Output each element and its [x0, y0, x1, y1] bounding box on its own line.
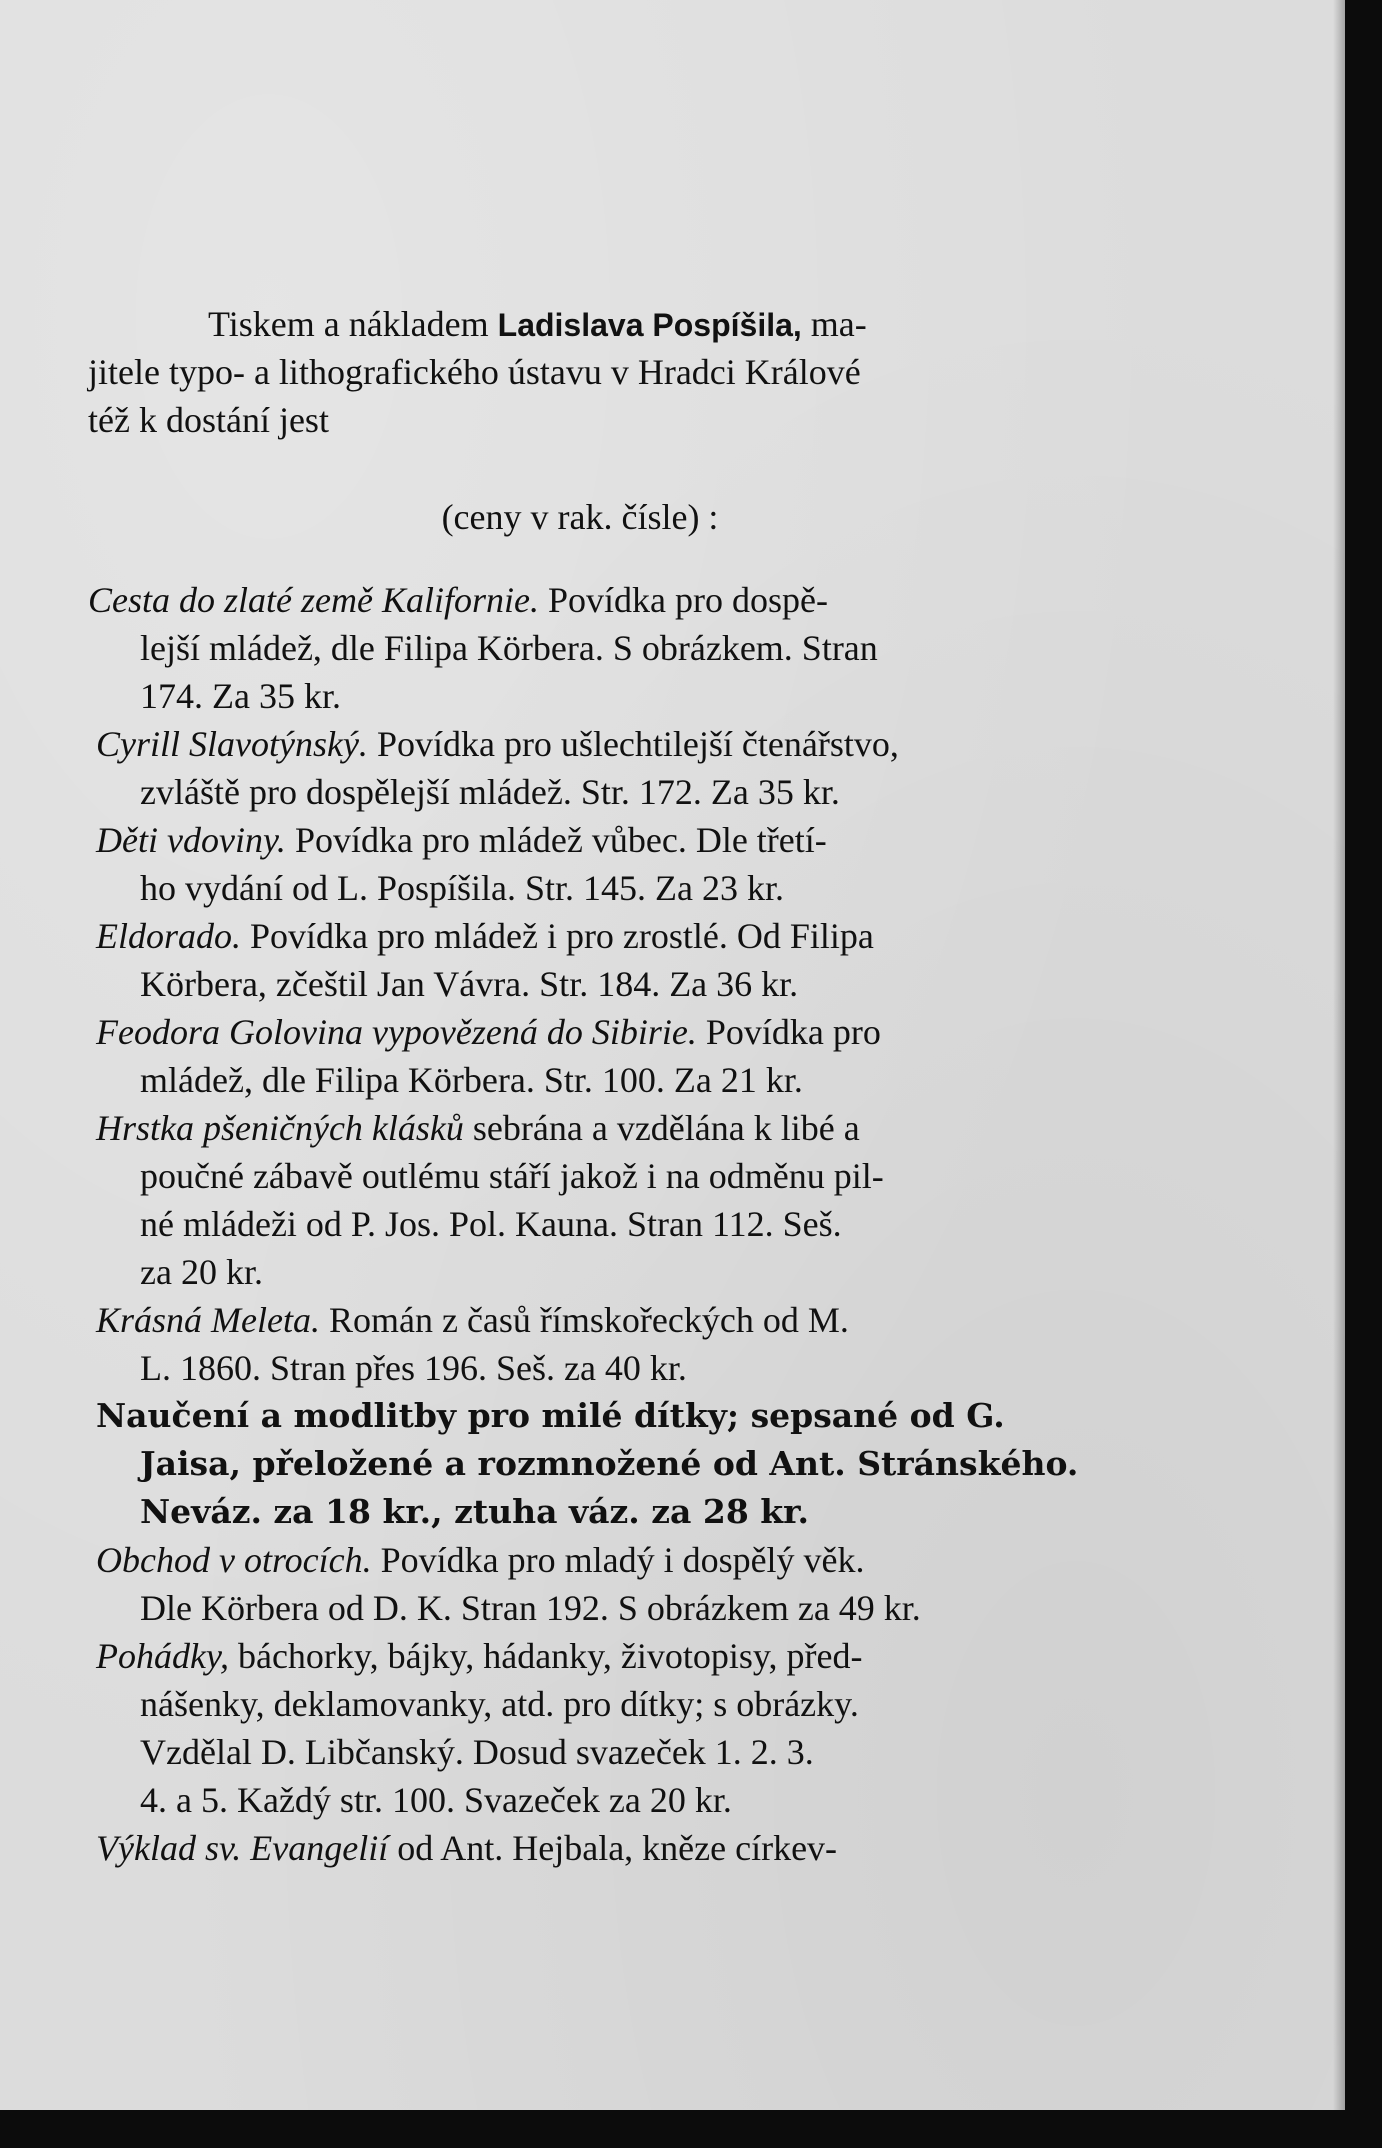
entry-title: Krásná Meleta.	[96, 1300, 320, 1340]
entry-line: nášenky, deklamovanky, atd. pro dítky; s obrázky.	[140, 1684, 859, 1724]
entry-line	[96, 1536, 865, 1584]
entry-text: Povídka pro	[705, 1012, 881, 1052]
entry-line: 174. Za 35 kr.	[140, 676, 341, 716]
page-edge-shadow	[1333, 0, 1345, 2110]
entry-title: Eldorado.	[96, 916, 242, 956]
entry-line: poučné zábavě outlému stáří jakož i na odměnu pil-	[140, 1156, 884, 1196]
entry-line: Vzdělal D. Libčanský. Dosud svazeček 1. 2. 3.	[140, 1732, 814, 1772]
entry-line	[96, 1824, 837, 1872]
entry-line	[96, 1296, 849, 1344]
intro-text-post: ma-	[810, 304, 867, 344]
entry-text: Román z časů římskořeckých od M.	[328, 1300, 849, 1340]
entry-line: Körbera, zčeštil Jan Vávra. Str. 184. Za 36 kr.	[140, 964, 799, 1004]
entry-title: Cesta do zlaté země Kalifornie.	[88, 580, 539, 620]
entry-line: Dle Körbera od D. K. Stran 192. S obrázkem za 49 kr.	[140, 1588, 921, 1628]
intro-line-2: jitele typo- a lithografického ústavu v Hradci Králové	[88, 352, 861, 392]
entry-line	[96, 1104, 860, 1152]
entry-line: L. 1860. Stran přes 196. Seš. za 40 kr.	[140, 1348, 687, 1388]
entry-line: za 20 kr.	[140, 1252, 263, 1292]
entry-line	[96, 720, 899, 768]
entry-line: Jaisa, přeložené a rozmnožené od Ant. Stránského.	[140, 1444, 1079, 1483]
entry-line	[88, 576, 828, 624]
entry-text: Povídka pro ušlechtilejší čtenářstvo,	[376, 724, 899, 764]
entry-text: Povídka pro dospě-	[547, 580, 828, 620]
entry-line: 4. a 5. Každý str. 100. Svazeček za 20 kr.	[140, 1780, 732, 1820]
intro-text-pre: Tiskem a nákladem	[208, 304, 489, 344]
prices-note: (ceny v rak. čísle) :	[441, 497, 719, 537]
entry-title: Pohádky,	[96, 1636, 229, 1676]
entry-text: Povídka pro mládež i pro zrostlé. Od Filipa	[250, 916, 874, 956]
entry-line: lejší mládež, dle Filipa Körbera. S obrázkem. Stran	[140, 628, 878, 668]
entry-line	[96, 1632, 862, 1680]
entry-title: Výklad sv. Evangelií	[96, 1828, 389, 1868]
publisher-name: Ladislava Pospíšila,	[497, 307, 802, 343]
entry-text: od Ant. Hejbala, kněze církev-	[397, 1828, 838, 1868]
entry-line: Neváz. za 18 kr., ztuha váz. za 28 kr.	[140, 1492, 809, 1531]
entry-line	[96, 816, 827, 864]
entry-text: Povídka pro mládež vůbec. Dle třetí-	[294, 820, 827, 860]
entry-line: ho vydání od L. Pospíšila. Str. 145. Za 23 kr.	[140, 868, 784, 908]
entry-title: Obchod v otrocích.	[96, 1540, 372, 1580]
entry-title: Cyrill Slavotýnský.	[96, 724, 368, 764]
entry-title: Hrstka pšeničných klásků	[96, 1108, 464, 1148]
entry-title: Děti vdoviny.	[96, 820, 286, 860]
intro-line-3: též k dostání jest	[88, 400, 329, 440]
entry-line: mládež, dle Filipa Körbera. Str. 100. Za 21 kr.	[140, 1060, 803, 1100]
entry-text: báchorky, bájky, hádanky, životopisy, před-	[237, 1636, 863, 1676]
entry-title: Feodora Golovina vypovězená do Sibirie.	[96, 1012, 697, 1052]
entry-text: sebrána a vzdělána k libé a	[472, 1108, 860, 1148]
intro-line-1	[208, 300, 867, 349]
entry-line: Naučení a modlitby pro milé dítky; sepsané od G.	[96, 1396, 1005, 1435]
entry-text: Povídka pro mladý i dospělý věk.	[380, 1540, 865, 1580]
entry-line: zvláště pro dospělejší mládež. Str. 172. Za 35 kr.	[140, 772, 840, 812]
entry-line	[96, 1008, 881, 1056]
entry-line: né mládeži od P. Jos. Pol. Kauna. Stran 112. Seš.	[140, 1204, 842, 1244]
entry-line	[96, 912, 874, 960]
